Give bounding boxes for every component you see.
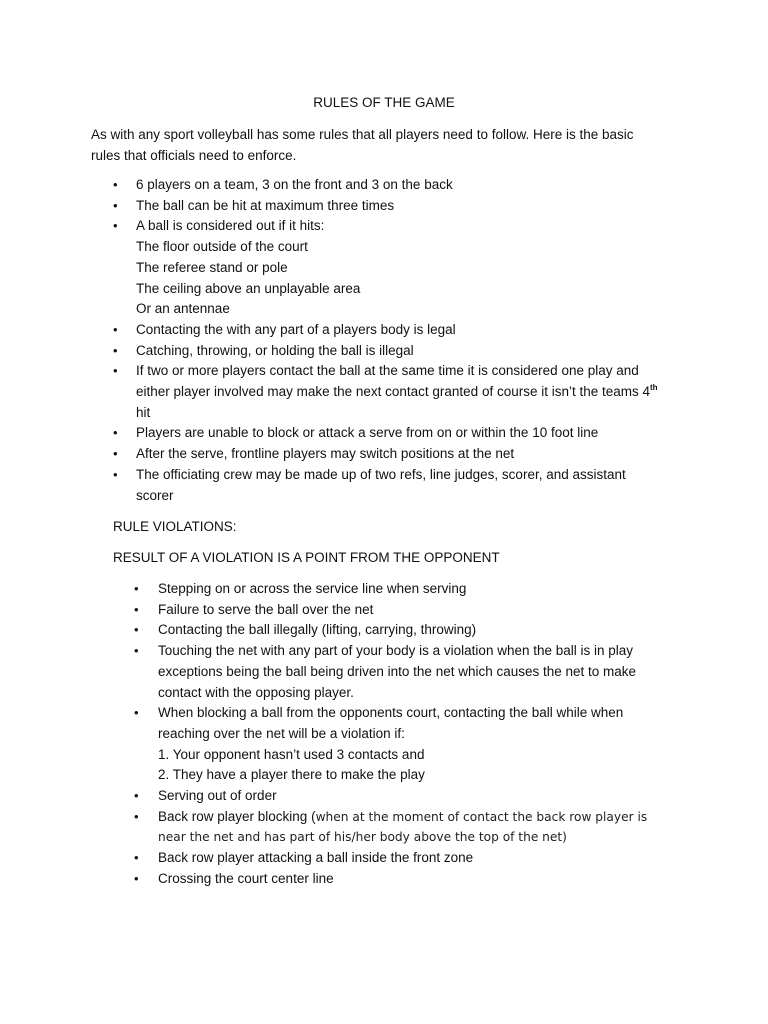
rule-text: Players are unable to block or attack a serve from on or within the 10 foot line bbox=[136, 425, 599, 441]
violation-item bbox=[134, 786, 674, 807]
bullet-icon: • bbox=[134, 643, 139, 659]
rule-subline: The referee stand or pole bbox=[136, 259, 288, 275]
bullet-icon: • bbox=[113, 363, 118, 379]
violation-text: 1. Your opponent hasn’t used 3 contacts and bbox=[158, 746, 425, 762]
rule-item bbox=[113, 320, 673, 341]
violation-item bbox=[134, 869, 674, 890]
rule-text: scorer bbox=[136, 487, 174, 503]
rule-text: hit bbox=[136, 404, 151, 420]
violation-text: When blocking a ball from the opponents court, contacting the ball while when bbox=[158, 705, 624, 721]
violations-list bbox=[134, 579, 674, 890]
violation-note: when at the moment of contact the back row player is bbox=[315, 809, 648, 824]
rule-item bbox=[113, 216, 673, 320]
rule-item bbox=[113, 175, 673, 196]
rule-text: If two or more players contact the ball at the same time it is considered one play and bbox=[136, 363, 639, 379]
violation-text: 2. They have a player there to make the play bbox=[158, 767, 425, 783]
violation-item bbox=[134, 703, 674, 786]
violation-item bbox=[134, 600, 674, 621]
violation-text: Crossing the court center line bbox=[158, 870, 334, 886]
rule-text: Contacting the with any part of a players body is legal bbox=[136, 321, 456, 337]
intro-paragraph bbox=[91, 124, 691, 166]
violation-item bbox=[134, 807, 674, 848]
violation-item bbox=[134, 641, 674, 703]
violation-text-line bbox=[158, 807, 674, 828]
rule-text: 6 players on a team, 3 on the front and 3 on the back bbox=[136, 177, 453, 192]
bullet-icon: • bbox=[134, 870, 139, 886]
rule-text: Catching, throwing, or holding the ball is illegal bbox=[136, 342, 414, 358]
bullet-icon: • bbox=[134, 808, 139, 824]
rule-subline: The ceiling above an unplayable area bbox=[136, 280, 361, 296]
bullet-icon: • bbox=[134, 705, 139, 721]
violation-item bbox=[134, 848, 674, 869]
rule-item bbox=[113, 423, 673, 444]
violation-text: Stepping on or across the service line when serving bbox=[158, 581, 467, 596]
violation-text: exceptions being the ball being driven into the net which causes the net to make bbox=[158, 663, 637, 679]
bullet-icon: • bbox=[113, 321, 118, 337]
violation-text: Back row player blocking ( bbox=[158, 808, 316, 824]
bullet-icon: • bbox=[134, 788, 139, 804]
violation-text: Contacting the ball illegally (lifting, carrying, throwing) bbox=[158, 622, 477, 638]
rule-item bbox=[113, 465, 673, 506]
violations-subheading: RESULT OF A VIOLATION IS A POINT FROM THE OPPONENT bbox=[113, 550, 500, 565]
rule-text: After the serve, frontline players may switch positions at the net bbox=[136, 446, 515, 462]
violation-text: Failure to serve the ball over the net bbox=[158, 601, 374, 617]
bullet-icon: • bbox=[113, 466, 118, 482]
violation-text: reaching over the net will be a violation if: bbox=[158, 725, 405, 741]
intro-line: rules that officials need to enforce. bbox=[91, 148, 297, 163]
rule-subline: The floor outside of the court bbox=[136, 239, 308, 255]
document-title: RULES OF THE GAME bbox=[313, 95, 455, 110]
bullet-icon: • bbox=[113, 446, 118, 462]
rules-list bbox=[113, 175, 673, 506]
violation-note: near the net and has part of his/her body above the top of the net) bbox=[158, 830, 567, 845]
bullet-icon: • bbox=[113, 218, 118, 234]
bullet-icon: • bbox=[134, 850, 139, 866]
bullet-icon: • bbox=[113, 425, 118, 441]
rule-item bbox=[113, 444, 673, 465]
intro-line: As with any sport volleyball has some rules that all players need to follow. Here is the basic bbox=[91, 127, 634, 142]
violation-text: Back row player attacking a ball inside the front zone bbox=[158, 850, 474, 866]
bullet-icon: • bbox=[134, 601, 139, 617]
rule-item bbox=[113, 196, 673, 217]
violation-text: Touching the net with any part of your body is a violation when the ball is in play bbox=[158, 643, 634, 659]
violations-heading: RULE VIOLATIONS: bbox=[113, 519, 237, 534]
rule-item bbox=[113, 361, 673, 423]
bullet-icon: • bbox=[134, 581, 139, 596]
rule-text: either player involved may make the next contact granted of course it isn’t the teams 4 bbox=[136, 384, 651, 400]
violation-text: Serving out of order bbox=[158, 788, 277, 804]
rule-subline: Or an antennae bbox=[136, 301, 230, 317]
bullet-icon: • bbox=[113, 342, 118, 358]
rule-text: A ball is considered out if it hits: bbox=[136, 218, 325, 234]
rule-text: The officiating crew may be made up of two refs, line judges, scorer, and assistant bbox=[136, 466, 626, 482]
rule-item bbox=[113, 341, 673, 362]
violation-item bbox=[134, 579, 674, 600]
rule-text: The ball can be hit at maximum three times bbox=[136, 197, 395, 213]
violation-item bbox=[134, 620, 674, 641]
rule-text-line bbox=[136, 382, 673, 403]
bullet-icon: • bbox=[113, 197, 118, 213]
ordinal-superscript: th bbox=[650, 383, 658, 393]
bullet-icon: • bbox=[134, 622, 139, 638]
violation-text: contact with the opposing player. bbox=[158, 684, 354, 700]
bullet-icon: • bbox=[113, 177, 118, 192]
